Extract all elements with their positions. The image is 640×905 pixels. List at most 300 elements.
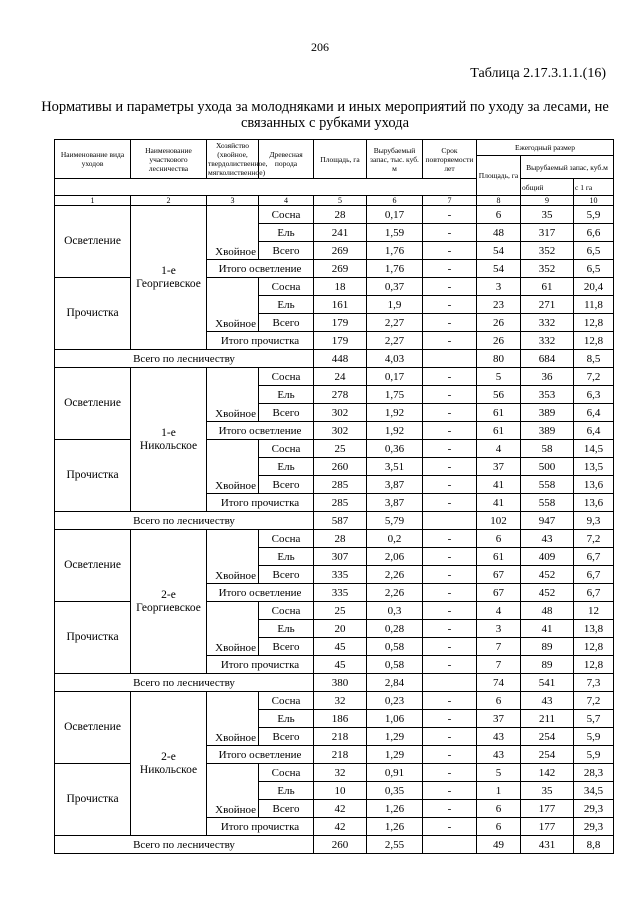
economy-cell: Хвойное (207, 602, 259, 656)
volume-cell: 0,23 (367, 692, 423, 710)
annual-volume-cell: 177 (521, 818, 574, 836)
per-ha-cell: 6,7 (574, 584, 614, 602)
recurrence-cell: - (423, 728, 477, 746)
annual-area-cell: 5 (477, 368, 521, 386)
per-ha-cell: 13,5 (574, 458, 614, 476)
care-type-cell: Прочистка (55, 278, 131, 350)
header-per-ha: с 1 га (574, 179, 614, 196)
per-ha-cell: 29,3 (574, 800, 614, 818)
per-ha-cell: 14,5 (574, 440, 614, 458)
volume-cell: 0,17 (367, 206, 423, 224)
area-cell: 587 (314, 512, 367, 530)
recurrence-cell (423, 350, 477, 368)
recurrence-cell: - (423, 206, 477, 224)
table-title: Нормативы и параметры ухода за молодняками и иных мероприятий по уходу за лесами, не связанных с рубками ухода (41, 99, 609, 131)
annual-volume-cell: 58 (521, 440, 574, 458)
species-cell: Всего (259, 728, 314, 746)
volume-cell: 2,26 (367, 566, 423, 584)
recurrence-cell (423, 512, 477, 530)
species-cell: Всего (259, 404, 314, 422)
volume-cell: 1,9 (367, 296, 423, 314)
header-forestry: Наименование участкового лесничества (131, 140, 207, 179)
annual-volume-cell: 558 (521, 494, 574, 512)
volume-cell: 1,29 (367, 746, 423, 764)
species-cell: Ель (259, 710, 314, 728)
species-cell: Всего (259, 638, 314, 656)
species-cell: Сосна (259, 278, 314, 296)
species-cell: Ель (259, 296, 314, 314)
annual-area-cell: 37 (477, 710, 521, 728)
area-cell: 42 (314, 818, 367, 836)
header-annual: Ежегодный размер (477, 140, 614, 156)
column-number: 3 (207, 196, 259, 206)
care-type-cell: Прочистка (55, 602, 131, 674)
economy-cell: Хвойное (207, 278, 259, 332)
recurrence-cell: - (423, 656, 477, 674)
annual-area-cell: 41 (477, 476, 521, 494)
per-ha-cell: 9,3 (574, 512, 614, 530)
annual-area-cell: 1 (477, 782, 521, 800)
recurrence-cell: - (423, 548, 477, 566)
annual-area-cell: 23 (477, 296, 521, 314)
volume-cell: 1,92 (367, 422, 423, 440)
annual-volume-cell: 389 (521, 422, 574, 440)
annual-area-cell: 6 (477, 206, 521, 224)
area-cell: 10 (314, 782, 367, 800)
volume-cell: 0,3 (367, 602, 423, 620)
table-row (55, 206, 614, 224)
volume-cell: 0,58 (367, 638, 423, 656)
area-cell: 285 (314, 494, 367, 512)
per-ha-cell: 8,5 (574, 350, 614, 368)
species-cell: Сосна (259, 692, 314, 710)
header-total: общий (521, 179, 574, 196)
per-ha-cell: 7,2 (574, 368, 614, 386)
annual-volume-cell: 500 (521, 458, 574, 476)
volume-cell: 0,35 (367, 782, 423, 800)
species-cell: Всего (259, 566, 314, 584)
header-area: Площадь, га (314, 140, 367, 179)
per-ha-cell: 6,3 (574, 386, 614, 404)
annual-area-cell: 54 (477, 260, 521, 278)
recurrence-cell: - (423, 620, 477, 638)
area-cell: 25 (314, 440, 367, 458)
area-cell: 18 (314, 278, 367, 296)
recurrence-cell: - (423, 602, 477, 620)
care-type-cell: Прочистка (55, 440, 131, 512)
annual-volume-cell: 353 (521, 386, 574, 404)
subtotal-label-cell: Итого прочистка (207, 332, 314, 350)
annual-area-cell: 5 (477, 764, 521, 782)
per-ha-cell: 28,3 (574, 764, 614, 782)
forestry-cell: 1-е Никольское (131, 368, 207, 512)
recurrence-cell: - (423, 332, 477, 350)
area-cell: 278 (314, 386, 367, 404)
annual-area-cell: 26 (477, 314, 521, 332)
area-cell: 179 (314, 314, 367, 332)
annual-volume-cell: 61 (521, 278, 574, 296)
area-cell: 380 (314, 674, 367, 692)
per-ha-cell: 12,8 (574, 314, 614, 332)
recurrence-cell: - (423, 314, 477, 332)
annual-volume-cell: 89 (521, 638, 574, 656)
header-species: Древесная порода (259, 140, 314, 179)
annual-area-cell: 37 (477, 458, 521, 476)
annual-area-cell: 6 (477, 692, 521, 710)
annual-volume-cell: 352 (521, 260, 574, 278)
recurrence-cell: - (423, 242, 477, 260)
annual-area-cell: 7 (477, 638, 521, 656)
area-cell: 260 (314, 836, 367, 854)
annual-area-cell: 61 (477, 548, 521, 566)
per-ha-cell: 12,8 (574, 332, 614, 350)
species-cell: Всего (259, 476, 314, 494)
recurrence-cell (423, 674, 477, 692)
recurrence-cell: - (423, 260, 477, 278)
volume-cell: 1,26 (367, 800, 423, 818)
area-cell: 260 (314, 458, 367, 476)
annual-volume-cell: 947 (521, 512, 574, 530)
care-type-cell: Осветление (55, 206, 131, 278)
per-ha-cell: 34,5 (574, 782, 614, 800)
species-cell: Ель (259, 224, 314, 242)
header-annual-area: Площадь, га (477, 156, 521, 196)
recurrence-cell: - (423, 584, 477, 602)
annual-volume-cell: 254 (521, 746, 574, 764)
area-cell: 269 (314, 242, 367, 260)
annual-area-cell: 6 (477, 530, 521, 548)
recurrence-cell: - (423, 638, 477, 656)
species-cell: Ель (259, 782, 314, 800)
column-number: 7 (423, 196, 477, 206)
per-ha-cell: 12,8 (574, 638, 614, 656)
per-ha-cell: 13,6 (574, 494, 614, 512)
annual-area-cell: 4 (477, 602, 521, 620)
page-number: 206 (311, 40, 329, 54)
volume-cell: 1,92 (367, 404, 423, 422)
annual-volume-cell: 48 (521, 602, 574, 620)
care-type-cell: Осветление (55, 692, 131, 764)
header-recurrence: Срок повторяемости лет (423, 140, 477, 179)
species-cell: Сосна (259, 206, 314, 224)
recurrence-cell: - (423, 368, 477, 386)
species-cell: Сосна (259, 440, 314, 458)
annual-volume-cell: 389 (521, 404, 574, 422)
species-cell: Сосна (259, 602, 314, 620)
column-number: 6 (367, 196, 423, 206)
annual-area-cell: 54 (477, 242, 521, 260)
annual-volume-cell: 41 (521, 620, 574, 638)
per-ha-cell: 7,2 (574, 530, 614, 548)
column-number: 8 (477, 196, 521, 206)
recurrence-cell: - (423, 476, 477, 494)
area-cell: 42 (314, 800, 367, 818)
subtotal-label-cell: Итого прочистка (207, 818, 314, 836)
area-cell: 307 (314, 548, 367, 566)
volume-cell: 1,76 (367, 242, 423, 260)
column-number: 1 (55, 196, 131, 206)
annual-volume-cell: 35 (521, 206, 574, 224)
column-number: 2 (131, 196, 207, 206)
volume-cell: 0,2 (367, 530, 423, 548)
volume-cell: 0,28 (367, 620, 423, 638)
header-care-type: Наименование вида уходов (55, 140, 131, 179)
economy-cell: Хвойное (207, 440, 259, 494)
volume-cell: 1,75 (367, 386, 423, 404)
annual-volume-cell: 43 (521, 530, 574, 548)
volume-cell: 5,79 (367, 512, 423, 530)
area-cell: 285 (314, 476, 367, 494)
care-type-cell: Осветление (55, 530, 131, 602)
area-cell: 179 (314, 332, 367, 350)
volume-cell: 0,58 (367, 656, 423, 674)
forestry-cell: 2-е Никольское (131, 692, 207, 836)
forestry-total-label: Всего по лесничеству (55, 512, 314, 530)
annual-volume-cell: 332 (521, 332, 574, 350)
recurrence-cell: - (423, 404, 477, 422)
table-row (55, 692, 614, 710)
annual-area-cell: 74 (477, 674, 521, 692)
per-ha-cell: 29,3 (574, 818, 614, 836)
per-ha-cell: 6,4 (574, 422, 614, 440)
volume-cell: 1,76 (367, 260, 423, 278)
per-ha-cell: 13,6 (574, 476, 614, 494)
species-cell: Всего (259, 800, 314, 818)
volume-cell: 3,51 (367, 458, 423, 476)
area-cell: 335 (314, 584, 367, 602)
per-ha-cell: 5,9 (574, 746, 614, 764)
annual-volume-cell: 352 (521, 242, 574, 260)
recurrence-cell: - (423, 224, 477, 242)
per-ha-cell: 8,8 (574, 836, 614, 854)
species-cell: Всего (259, 314, 314, 332)
area-cell: 25 (314, 602, 367, 620)
volume-cell: 2,26 (367, 584, 423, 602)
per-ha-cell: 6,6 (574, 224, 614, 242)
forestry-total-row (55, 836, 614, 854)
annual-area-cell: 61 (477, 422, 521, 440)
table-label: Таблица 2.17.3.1.1.(16) (470, 66, 606, 81)
per-ha-cell: 6,7 (574, 566, 614, 584)
annual-volume-cell: 36 (521, 368, 574, 386)
annual-volume-cell: 541 (521, 674, 574, 692)
volume-cell: 0,17 (367, 368, 423, 386)
species-cell: Ель (259, 458, 314, 476)
species-cell: Сосна (259, 530, 314, 548)
annual-volume-cell: 409 (521, 548, 574, 566)
annual-area-cell: 48 (477, 224, 521, 242)
per-ha-cell: 6,7 (574, 548, 614, 566)
subtotal-label-cell: Итого осветление (207, 422, 314, 440)
volume-cell: 0,37 (367, 278, 423, 296)
area-cell: 186 (314, 710, 367, 728)
per-ha-cell: 6,5 (574, 242, 614, 260)
recurrence-cell: - (423, 710, 477, 728)
economy-cell: Хвойное (207, 764, 259, 818)
recurrence-cell: - (423, 566, 477, 584)
column-number: 10 (574, 196, 614, 206)
annual-area-cell: 102 (477, 512, 521, 530)
per-ha-cell: 12 (574, 602, 614, 620)
annual-area-cell: 26 (477, 332, 521, 350)
area-cell: 335 (314, 566, 367, 584)
annual-area-cell: 43 (477, 746, 521, 764)
volume-cell: 2,06 (367, 548, 423, 566)
annual-area-cell: 41 (477, 494, 521, 512)
volume-cell: 1,29 (367, 728, 423, 746)
area-cell: 302 (314, 422, 367, 440)
recurrence-cell: - (423, 386, 477, 404)
area-cell: 302 (314, 404, 367, 422)
economy-cell: Хвойное (207, 692, 259, 746)
species-cell: Сосна (259, 764, 314, 782)
forestry-total-row (55, 512, 614, 530)
area-cell: 32 (314, 764, 367, 782)
column-numbers-row (55, 196, 614, 206)
column-number: 5 (314, 196, 367, 206)
annual-volume-cell: 35 (521, 782, 574, 800)
annual-area-cell: 4 (477, 440, 521, 458)
annual-volume-cell: 142 (521, 764, 574, 782)
annual-area-cell: 61 (477, 404, 521, 422)
column-number: 4 (259, 196, 314, 206)
column-number: 9 (521, 196, 574, 206)
annual-volume-cell: 43 (521, 692, 574, 710)
volume-cell: 3,87 (367, 476, 423, 494)
annual-volume-cell: 317 (521, 224, 574, 242)
annual-volume-cell: 558 (521, 476, 574, 494)
forestry-total-label: Всего по лесничеству (55, 836, 314, 854)
area-cell: 161 (314, 296, 367, 314)
annual-area-cell: 49 (477, 836, 521, 854)
header-volume: Вырубаемый запас, тыс. куб. м (367, 140, 423, 179)
recurrence-cell: - (423, 818, 477, 836)
volume-cell: 1,26 (367, 818, 423, 836)
species-cell: Сосна (259, 368, 314, 386)
recurrence-cell: - (423, 746, 477, 764)
species-cell: Ель (259, 386, 314, 404)
volume-cell: 4,03 (367, 350, 423, 368)
care-type-cell: Осветление (55, 368, 131, 440)
header-annual-volume: Вырубаемый запас, куб.м (521, 156, 614, 179)
species-cell: Ель (259, 620, 314, 638)
area-cell: 45 (314, 656, 367, 674)
subtotal-label-cell: Итого осветление (207, 746, 314, 764)
area-cell: 20 (314, 620, 367, 638)
recurrence-cell: - (423, 296, 477, 314)
volume-cell: 2,27 (367, 332, 423, 350)
annual-area-cell: 3 (477, 620, 521, 638)
annual-volume-cell: 271 (521, 296, 574, 314)
per-ha-cell: 5,7 (574, 710, 614, 728)
recurrence-cell: - (423, 530, 477, 548)
annual-area-cell: 67 (477, 566, 521, 584)
annual-area-cell: 6 (477, 800, 521, 818)
volume-cell: 0,91 (367, 764, 423, 782)
per-ha-cell: 7,2 (574, 692, 614, 710)
recurrence-cell (423, 836, 477, 854)
annual-volume-cell: 211 (521, 710, 574, 728)
area-cell: 241 (314, 224, 367, 242)
subtotal-label-cell: Итого прочистка (207, 494, 314, 512)
forestry-cell: 1-е Георгиевское (131, 206, 207, 350)
volume-cell: 2,27 (367, 314, 423, 332)
table-row (55, 368, 614, 386)
annual-volume-cell: 452 (521, 584, 574, 602)
forestry-total-row (55, 674, 614, 692)
annual-area-cell: 7 (477, 656, 521, 674)
volume-cell: 3,87 (367, 494, 423, 512)
recurrence-cell: - (423, 422, 477, 440)
volume-cell: 2,55 (367, 836, 423, 854)
per-ha-cell: 13,8 (574, 620, 614, 638)
recurrence-cell: - (423, 692, 477, 710)
forestry-total-label: Всего по лесничеству (55, 674, 314, 692)
recurrence-cell: - (423, 764, 477, 782)
recurrence-cell: - (423, 278, 477, 296)
subtotal-label-cell: Итого осветление (207, 260, 314, 278)
area-cell: 28 (314, 206, 367, 224)
area-cell: 218 (314, 728, 367, 746)
per-ha-cell: 5,9 (574, 206, 614, 224)
per-ha-cell: 7,3 (574, 674, 614, 692)
area-cell: 45 (314, 638, 367, 656)
care-standards-table (54, 139, 614, 854)
annual-volume-cell: 89 (521, 656, 574, 674)
annual-area-cell: 67 (477, 584, 521, 602)
area-cell: 218 (314, 746, 367, 764)
per-ha-cell: 11,8 (574, 296, 614, 314)
recurrence-cell: - (423, 494, 477, 512)
economy-cell: Хвойное (207, 530, 259, 584)
annual-area-cell: 6 (477, 818, 521, 836)
species-cell: Всего (259, 242, 314, 260)
care-type-cell: Прочистка (55, 764, 131, 836)
volume-cell: 2,84 (367, 674, 423, 692)
forestry-cell: 2-е Георгиевское (131, 530, 207, 674)
annual-area-cell: 80 (477, 350, 521, 368)
header-economy: Хозяйство (хвойное, твердолиственное, мягколиственное) (208, 141, 268, 177)
per-ha-cell: 6,4 (574, 404, 614, 422)
per-ha-cell: 20,4 (574, 278, 614, 296)
header-row-3 (55, 179, 614, 196)
forestry-total-label: Всего по лесничеству (55, 350, 314, 368)
annual-volume-cell: 332 (521, 314, 574, 332)
area-cell: 28 (314, 530, 367, 548)
area-cell: 24 (314, 368, 367, 386)
annual-volume-cell: 431 (521, 836, 574, 854)
annual-area-cell: 43 (477, 728, 521, 746)
per-ha-cell: 12,8 (574, 656, 614, 674)
economy-cell: Хвойное (207, 206, 259, 260)
volume-cell: 1,59 (367, 224, 423, 242)
volume-cell: 1,06 (367, 710, 423, 728)
subtotal-label-cell: Итого осветление (207, 584, 314, 602)
annual-volume-cell: 684 (521, 350, 574, 368)
subtotal-label-cell: Итого прочистка (207, 656, 314, 674)
area-cell: 448 (314, 350, 367, 368)
annual-area-cell: 56 (477, 386, 521, 404)
recurrence-cell: - (423, 458, 477, 476)
header-row (55, 140, 614, 156)
annual-volume-cell: 254 (521, 728, 574, 746)
economy-cell: Хвойное (207, 368, 259, 422)
annual-volume-cell: 177 (521, 800, 574, 818)
species-cell: Ель (259, 548, 314, 566)
recurrence-cell: - (423, 782, 477, 800)
table-row (55, 530, 614, 548)
annual-area-cell: 3 (477, 278, 521, 296)
